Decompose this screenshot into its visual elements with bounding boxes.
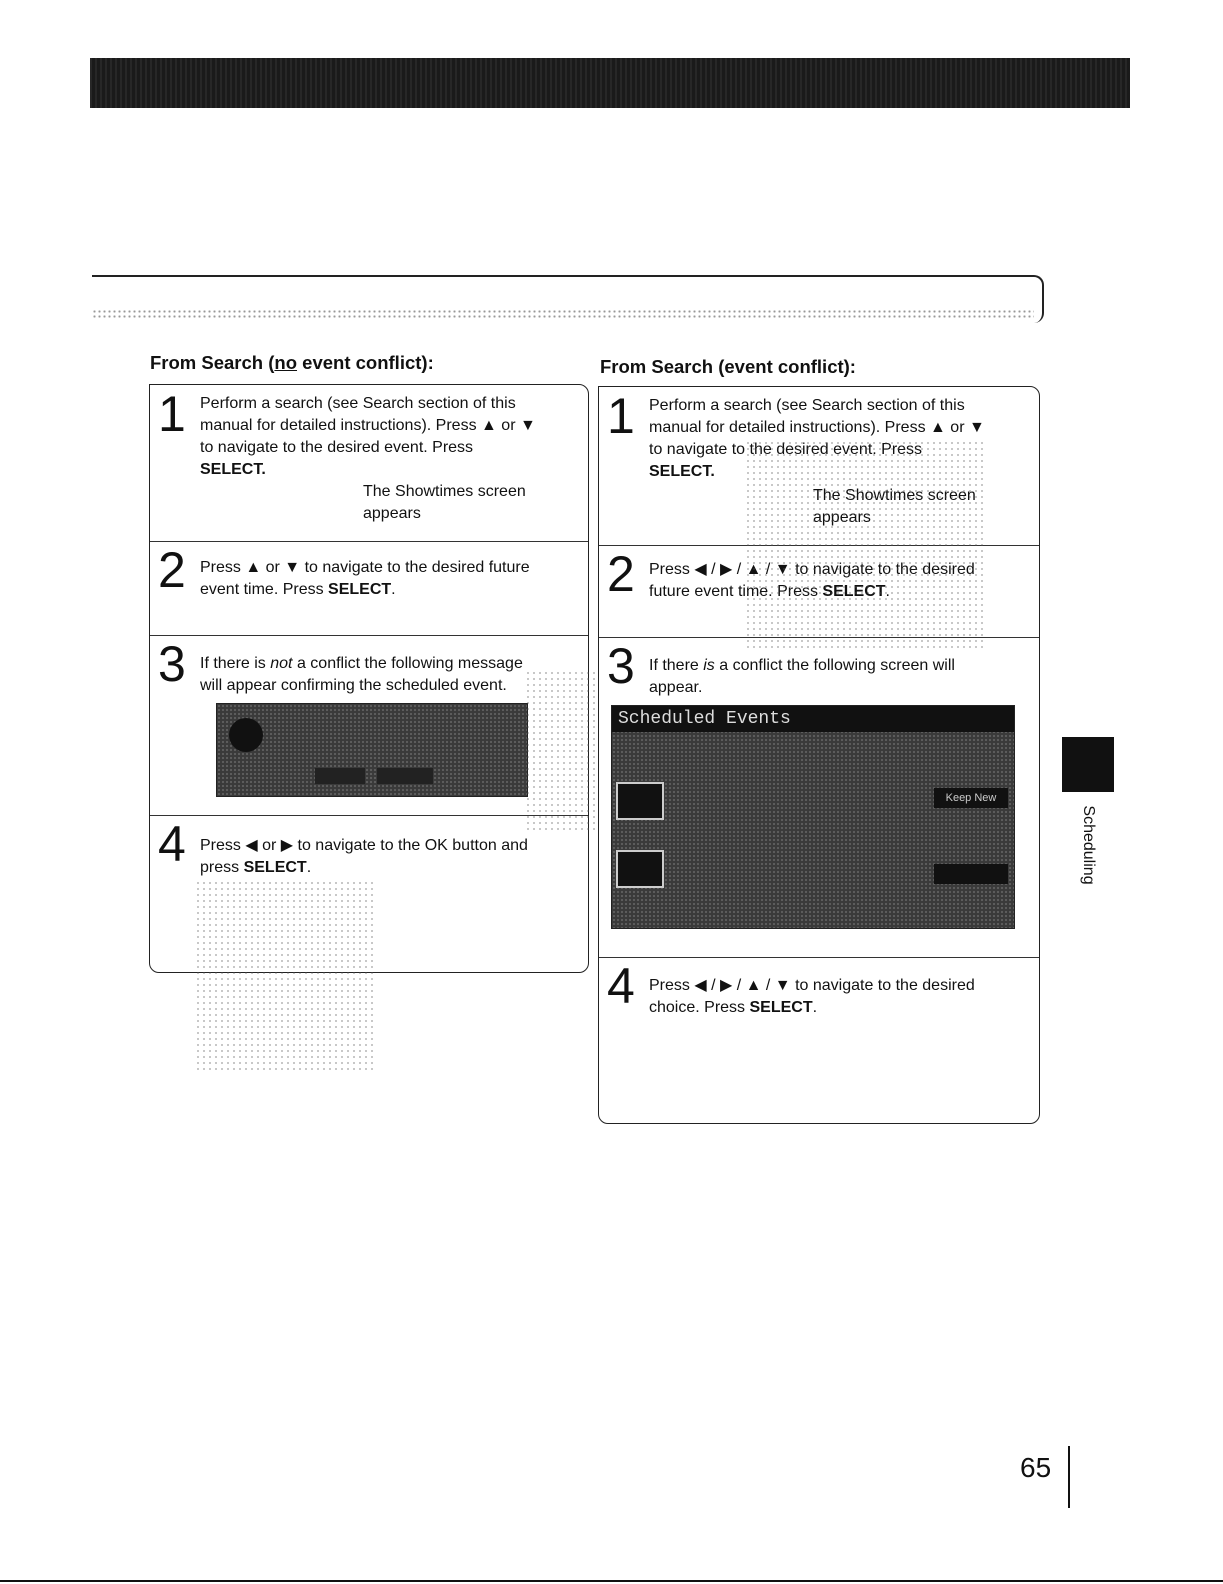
step-number: 3 (158, 636, 186, 692)
step-number: 2 (607, 546, 635, 602)
right-step-3 (599, 637, 1039, 958)
showtimes-note: The Showtimes screen appears (813, 487, 976, 526)
page-number-rule (1068, 1446, 1070, 1508)
page-number: 65 (1020, 1452, 1052, 1483)
scheduled-events-screen-image (611, 705, 1015, 929)
info-icon (229, 718, 263, 752)
right-column-heading: From Search (event conflict): (600, 356, 856, 377)
tv-icon (616, 850, 664, 888)
step-text: Perform a search (see Search section of this manual for detailed instructions). Press ▲ or ▼ to navigate to the desired event. Press SELECT. (200, 395, 536, 478)
left-step-3 (150, 635, 588, 816)
left-column-heading: From Search (no event conflict): (150, 352, 434, 373)
bottom-rule (0, 1580, 1223, 1582)
step-text: Press ▲ or ▼ to navigate to the desired future event time. Press SELECT. (200, 559, 530, 598)
step-number: 1 (158, 386, 186, 442)
step-number: 4 (158, 816, 186, 872)
section-header-bar (92, 275, 1044, 323)
step-text: If there is not a conflict the following message will appear confirming the scheduled event. (200, 655, 523, 694)
right-step-4 (599, 957, 1039, 1123)
tv-icon (616, 782, 664, 820)
chapter-tab-label: Scheduling (1080, 805, 1097, 885)
left-step-2 (150, 541, 588, 636)
confirmation-screen-image (216, 703, 528, 797)
left-step-1 (150, 385, 588, 542)
chapter-tab (1062, 737, 1114, 792)
keep-new-button-graphic: Keep New (934, 788, 1008, 808)
step-text: Perform a search (see Search section of this manual for detailed instructions). Press ▲ or ▼ to navigate to the desired event. Press SELECT. (649, 397, 985, 480)
scan-speckle (745, 440, 985, 650)
header-banner (90, 58, 1130, 108)
step-number: 4 (607, 958, 635, 1014)
step-text: If there is a conflict the following screen will appear. (649, 657, 955, 696)
ok-button-graphic (315, 768, 365, 784)
step-text: Press ◀ / ▶ / ▲ / ▼ to navigate to the desired choice. Press SELECT. (649, 977, 975, 1016)
scan-speckle (525, 670, 595, 830)
step-number: 2 (158, 542, 186, 598)
step-text: Press ◀ or ▶ to navigate to the OK button and press SELECT. (200, 837, 528, 876)
screen-title: Scheduled Events (612, 706, 1014, 732)
step-number: 1 (607, 388, 635, 444)
keep-old-button-graphic (934, 864, 1008, 884)
showtimes-note: The Showtimes screen appears (363, 483, 526, 522)
scan-speckle (195, 880, 375, 1070)
step-text: Press ◀ / ▶ / ▲ / ▼ to navigate to the desired future event time. Press SELECT. (649, 561, 975, 600)
step-number: 3 (607, 638, 635, 694)
cancel-button-graphic (377, 768, 433, 784)
